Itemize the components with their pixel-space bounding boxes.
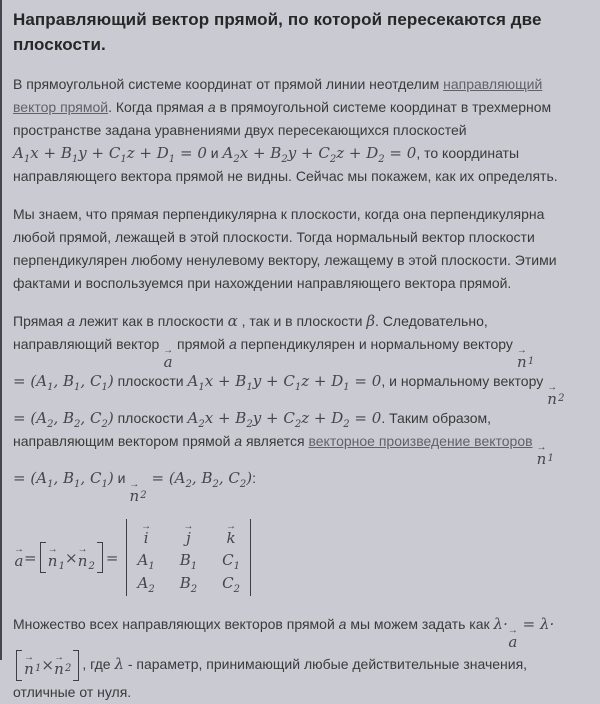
vector-n: → n 1 [536, 442, 554, 468]
vector-n: → n 1 [24, 652, 42, 678]
vector-n: → n 2 [547, 382, 565, 408]
math-expression: $A_2x + B_2y + C_2z + D_2 = 0$ [222, 144, 417, 165]
math-expression: $B_2$ [179, 574, 198, 595]
matrix-cell [137, 551, 155, 572]
paragraph: Множество всех направляющих векторов прямой а мы можем задать как λ· → a = λ· → n 1 × → n 2 , где λ - параметр, принимающий любые действительные значения, отличные от нуля. [13, 615, 555, 700]
math-expression: = λ· [522, 615, 555, 633]
vector-arrow-icon: → [53, 652, 64, 663]
vector-arrow-icon: → [14, 544, 24, 555]
variable: а [67, 313, 75, 329]
math-expression: β [366, 312, 376, 330]
matrix-cell [179, 574, 198, 595]
vector-n: → n 1 [47, 544, 65, 572]
math-expression: α [227, 312, 238, 330]
matrix-cell [222, 523, 240, 546]
variable: а [207, 99, 216, 115]
math-expression: $A_2x + B_2y + C_2z + D_2 = 0$ [187, 409, 382, 430]
vector-j: → j [183, 521, 194, 547]
math-expression: $A_1x + B_1y + C_1z + D_1 = 0$ [187, 372, 382, 393]
math-expression: = ($A_2$, $B_2$, $C_2$) [151, 469, 253, 490]
formula-lhs [14, 542, 118, 573]
determinant-matrix [126, 519, 250, 596]
variable: а [234, 433, 243, 449]
vector-n: → n 2 [77, 544, 95, 572]
math-expression: = ($A_1$, $B_1$, $C_1$) [13, 469, 114, 490]
vector-n: → n 2 [129, 479, 147, 505]
vector-arrow-icon: → [77, 544, 88, 555]
vector-n: → n 1 [516, 345, 535, 371]
math-expression: $A_2$ [137, 574, 155, 595]
article-body [13, 73, 587, 704]
math-expression: = ($A_1$, $B_1$, $C_1$) [13, 372, 114, 393]
matrix-cell [137, 523, 154, 546]
bracket-group [40, 542, 103, 573]
vector-arrow-icon: → [183, 521, 194, 532]
vector-arrow-icon: → [516, 345, 527, 356]
matrix-cell [222, 551, 240, 572]
vector-a: → a [163, 345, 174, 371]
vector-arrow-icon: → [24, 652, 34, 663]
math-expression: $C_2$ [222, 574, 240, 595]
vector-arrow-icon: → [507, 625, 518, 636]
link-direction-vector[interactable]: направляющий вектор прямой [13, 76, 543, 115]
paragraph: Прямая а лежит как в плоскости α , так и в плоскости β. Следовательно, направляющий вектор → a прямой а перпендикулярен и нормальному вектору → n 1 = ($A_1$, $B_1$, $C_1$) плоскости $A_1x + B_1y + C_1z + D_1 = 0$, и нормальному вектору → n 2 = ($A_2$, $B_2$, $C_2$) плоскости $A_2x + B_2y + C_2z + D_2 = 0$. Таким образом, направляющим вектором прямой а является векторное произведение векторов → n 1 = ($A_1$, $B_1$, $C_1$) и → n 2 = ($A_2$, $B_2$, $C_2$): [13, 312, 565, 505]
math-expression: λ· [493, 615, 508, 633]
vector-arrow-icon: → [547, 382, 558, 393]
variable: а [228, 336, 237, 352]
vector-arrow-icon: → [226, 521, 237, 532]
matrix-cell [137, 574, 155, 595]
math-expression: = [105, 548, 119, 567]
math-expression: = ($A_2$, $B_2$, $C_2$) [13, 409, 114, 430]
link-cross-product[interactable]: векторное произведение векторов [308, 433, 533, 449]
math-expression: λ [114, 655, 124, 674]
vector-arrow-icon: → [163, 345, 174, 356]
vector-i: → i [141, 521, 152, 547]
paragraph: В прямоугольной системе координат от прямой линии неотделим направляющий вектор прямой. Когда прямая а в прямоугольной системе координат в трехмерном пространстве задана уравнениями двух пересекающихся плоскостей $A_1x + B_1y + C_1z + D_1 = 0$ и $A_2x + B_2y + C_2z + D_2 = 0$, то координаты направляющего вектора прямой не видны. Сейчас мы покажем, как их определять. [13, 76, 558, 184]
matrix-cell [179, 551, 198, 572]
math-expression: $B_1$ [179, 551, 198, 572]
vector-arrow-icon: → [536, 442, 547, 453]
math-expression: = [24, 548, 37, 567]
math-expression: × [41, 656, 54, 674]
vector-arrow-icon: → [141, 521, 152, 532]
bracket-group [16, 650, 79, 681]
math-expression: $A_1x + B_1y + C_1z + D_1 = 0$ [13, 144, 207, 165]
math-expression: $C_1$ [222, 551, 240, 572]
vector-n: → n 2 [53, 652, 72, 678]
math-expression: $A_1$ [137, 551, 155, 572]
matrix-cell [180, 523, 197, 546]
variable: а [338, 616, 347, 632]
vector-k: → k [226, 521, 237, 547]
page-title: Направляющий вектор прямой, по которой пересекаются две плоскости. [13, 10, 542, 54]
paragraph: Мы знаем, что прямая перпендикулярна к плоскости, когда она перпендикулярна любой прямой, лежащей в этой плоскости. Тогда нормальный вектор плоскости перпендикулярен любому ненулевому вектору, лежащему в этой плоскости. Этими фактами и воспользуемся при нахождении направляющего вектора прямой. [13, 206, 557, 291]
vector-a: → a [507, 625, 518, 651]
vector-a: → a [14, 544, 24, 570]
vector-arrow-icon: → [129, 479, 140, 490]
vector-arrow-icon: → [47, 544, 58, 555]
matrix-cell [222, 574, 240, 595]
math-expression: × [64, 548, 78, 567]
cross-product-determinant-formula [14, 519, 587, 596]
